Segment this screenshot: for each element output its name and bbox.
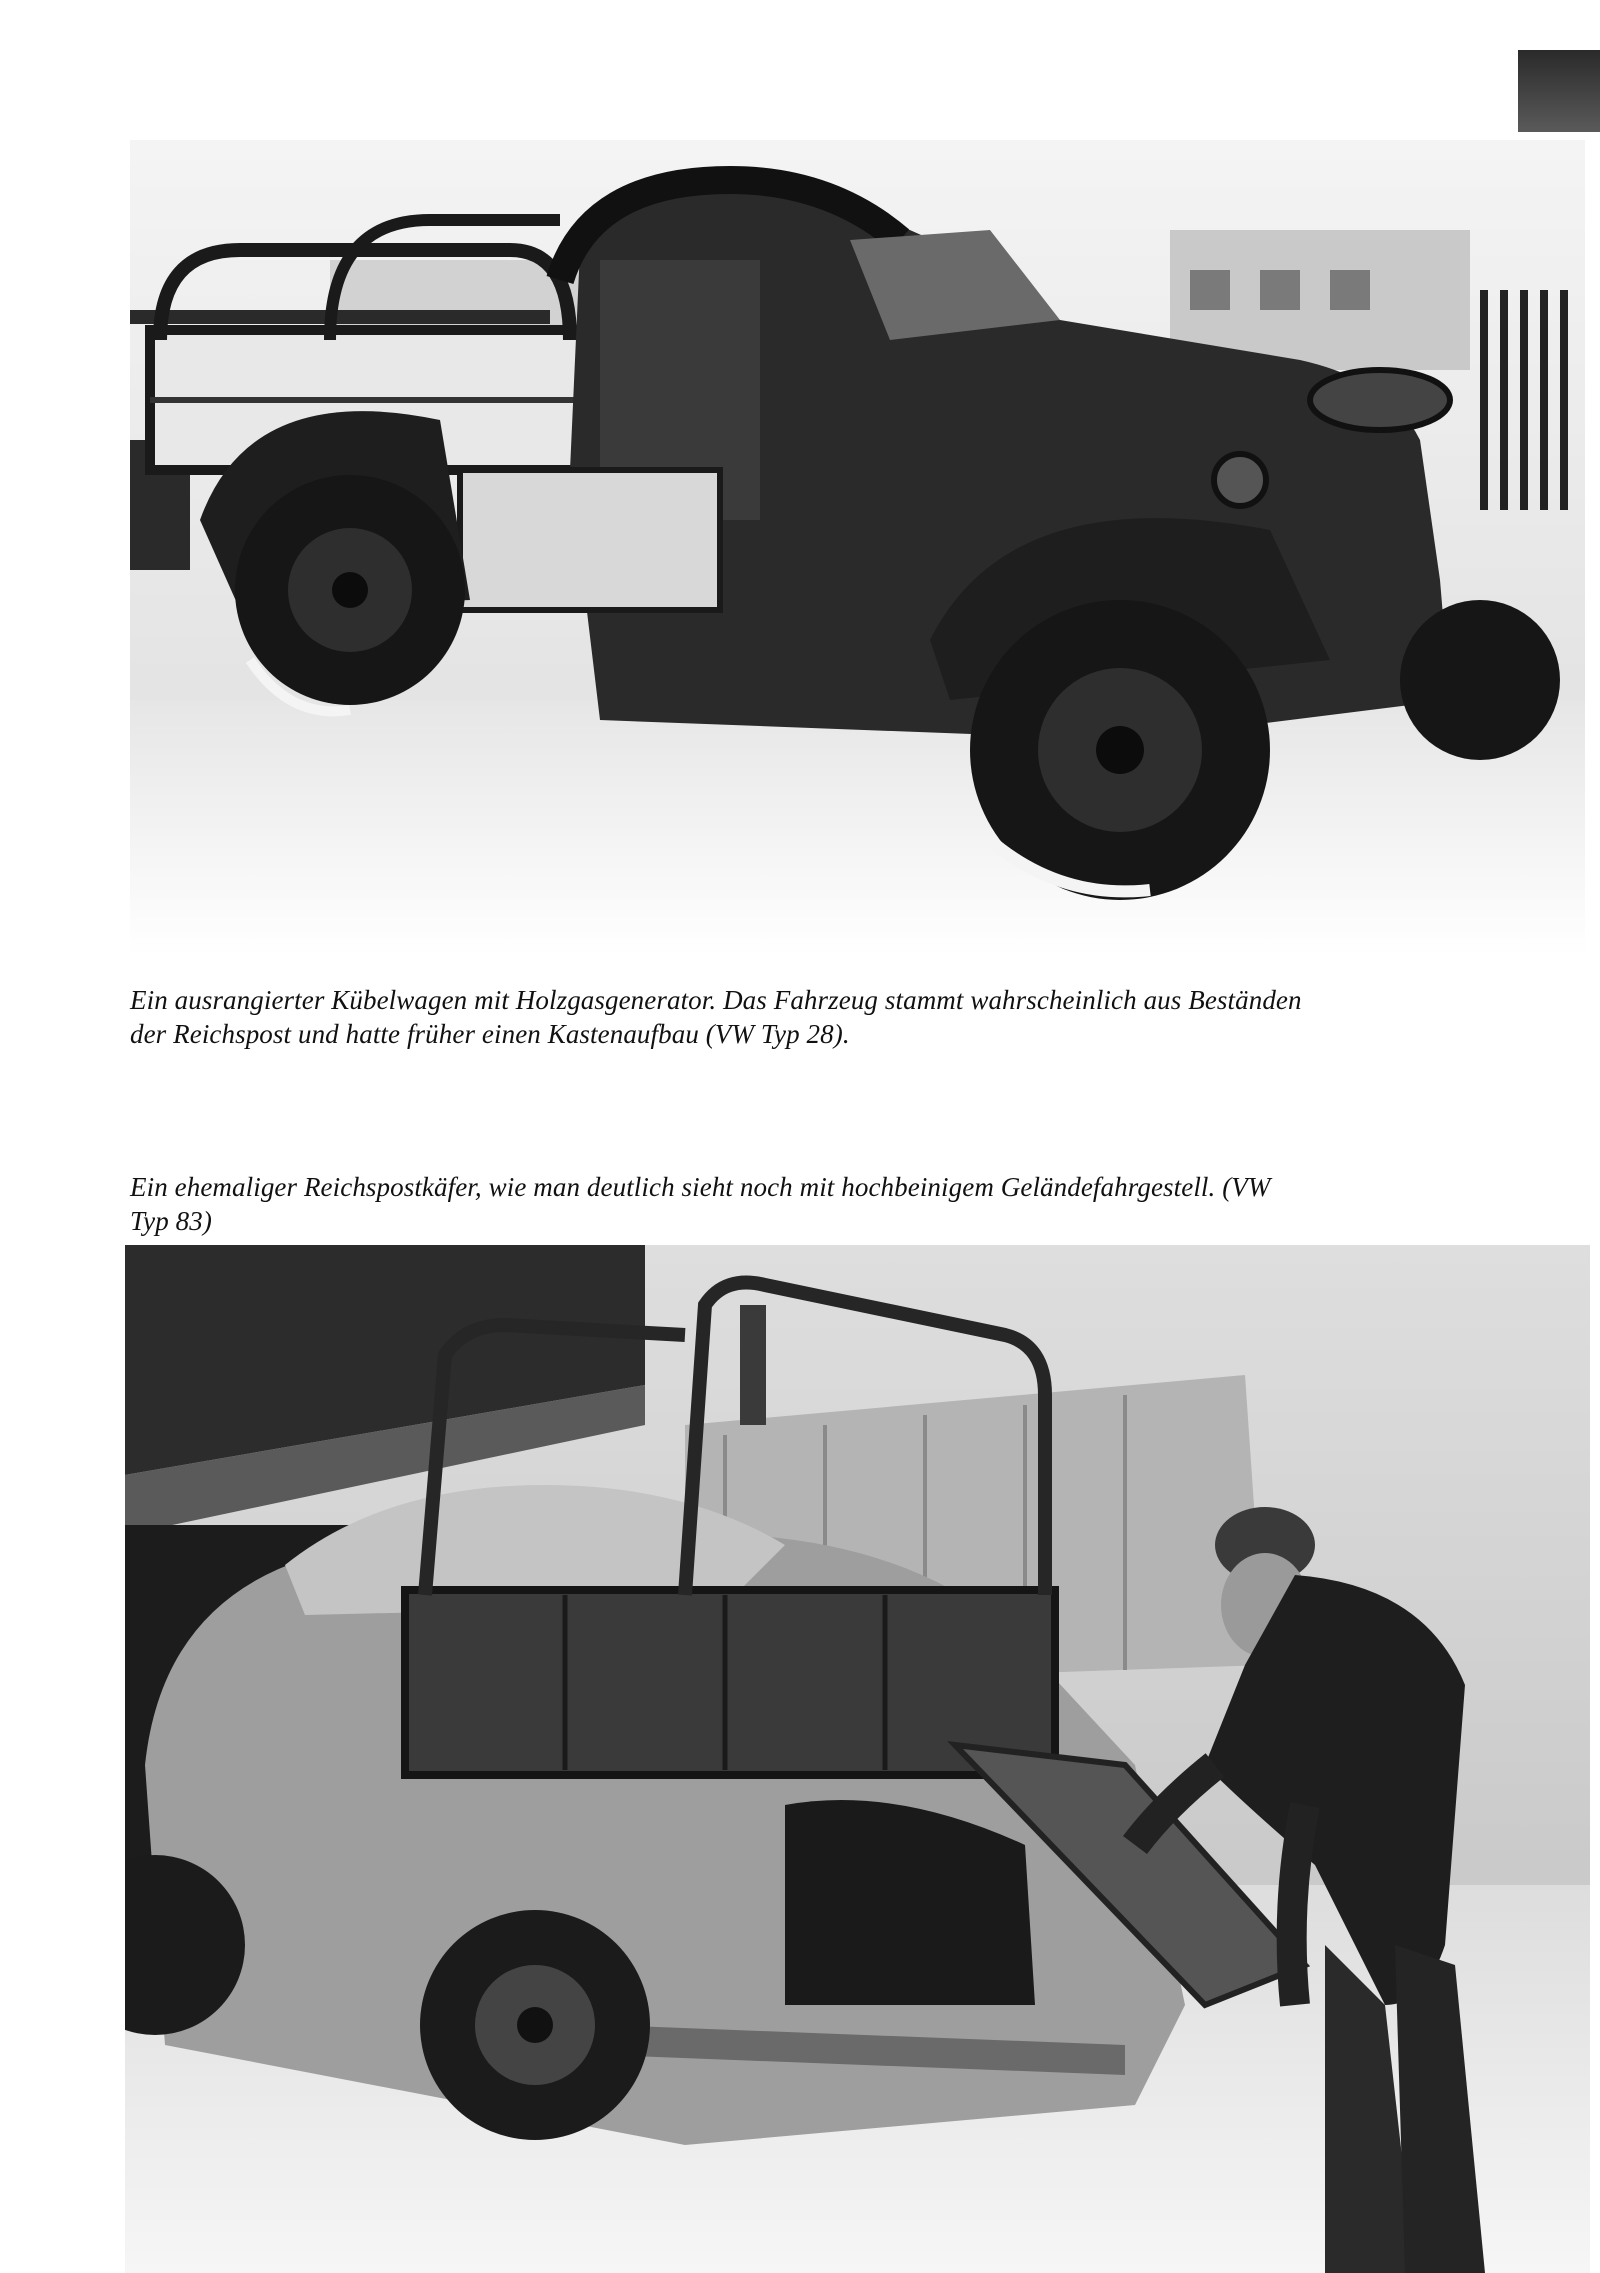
caption-bottom-line-1: Ein ehemaliger Reichspostkäfer, wie man deutlich sieht noch mit hochbeinigem Geländefahrgestell. (VW — [130, 1172, 1271, 1202]
caption-bottom — [130, 1170, 1470, 1238]
caption-top-line-2: der Reichspost und hatte früher einen Kastenaufbau (VW Typ 28). — [130, 1019, 850, 1049]
photo-reichspostkaefer-image — [125, 1245, 1590, 2273]
edge-tab-marker — [1518, 50, 1600, 132]
caption-top — [130, 983, 1470, 1051]
photo-kuebelwagen — [130, 140, 1585, 955]
photo-kuebelwagen-image — [130, 140, 1585, 955]
photo-reichspostkaefer — [125, 1245, 1590, 2273]
caption-bottom-line-2: Typ 83) — [130, 1206, 212, 1236]
caption-top-line-1: Ein ausrangierter Kübelwagen mit Holzgasgenerator. Das Fahrzeug stammt wahrscheinlich aus Beständen — [130, 985, 1302, 1015]
